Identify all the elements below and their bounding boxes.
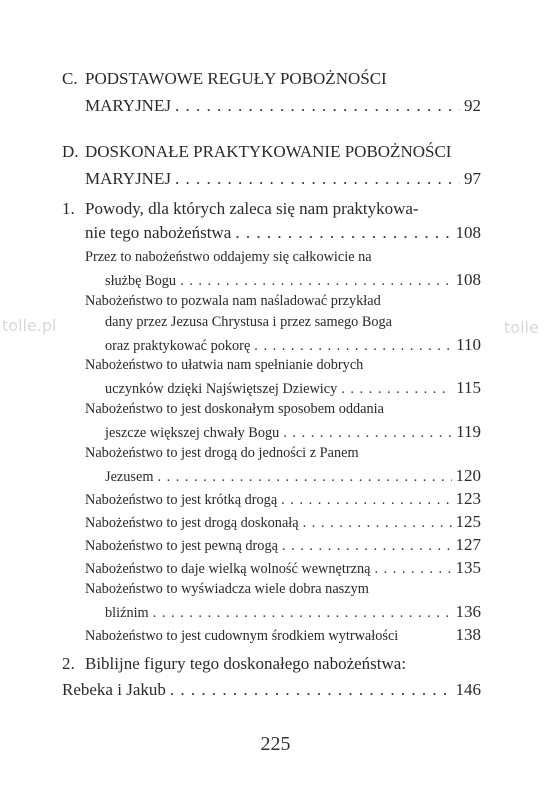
dot-leader xyxy=(281,493,451,507)
page-number-ref: 146 xyxy=(455,680,481,699)
toc-entry-c-line2 xyxy=(0,97,551,114)
page-number-ref: 108 xyxy=(455,270,481,289)
sub-entry-4-line1 xyxy=(0,402,551,416)
dot-leader xyxy=(157,470,451,484)
sub-entry-2-line3 xyxy=(0,336,551,353)
page-number-ref: 97 xyxy=(464,169,481,188)
entry-title-cont: nie tego nabożeństwa xyxy=(85,223,232,242)
toc-entry-1-line2 xyxy=(0,224,551,241)
sub-entry-title: Nabożeństwo to jest pewną drogą xyxy=(85,538,278,554)
dot-leader xyxy=(283,426,452,440)
page-number-ref: 110 xyxy=(456,335,481,354)
sub-entry-title: Nabożeństwo to jest doskonałym sposobem oddania xyxy=(85,401,384,417)
sub-entry-title-cont: Jezusem xyxy=(105,469,154,485)
dot-leader xyxy=(235,224,451,241)
sub-entry-title-cont: bliźnim xyxy=(105,605,149,621)
sub-entry-5-line1 xyxy=(0,446,551,460)
sub-entry-title-cont: oraz praktykować pokorę xyxy=(105,338,251,354)
page-number-ref: 115 xyxy=(456,378,481,397)
entry-number: 1. xyxy=(62,199,75,218)
sub-entry-title: Nabożeństwo to wyświadcza wiele dobra naszym xyxy=(85,581,369,597)
dot-leader xyxy=(175,97,460,114)
sub-entry-title: Nabożeństwo to jest drogą doskonałą xyxy=(85,515,299,531)
dot-leader xyxy=(180,274,451,288)
sub-entry-5-line2 xyxy=(0,467,551,484)
sub-entry-title: Przez to nabożeństwo oddajemy się całkowicie na xyxy=(85,249,372,265)
dot-leader xyxy=(303,516,452,530)
sub-entry-2-line2 xyxy=(0,315,551,329)
sub-entry-3-line1 xyxy=(0,358,551,372)
entry-title: DOSKONAŁE PRAKTYKOWANIE POBOŻNOŚCI xyxy=(85,142,452,161)
dot-leader xyxy=(175,170,460,187)
sub-entry-3-line2 xyxy=(0,379,551,396)
entry-number: D. xyxy=(62,142,79,161)
sub-entry-10-line1 xyxy=(0,582,551,596)
entry-title: Powody, dla których zaleca się nam praktykowa- xyxy=(85,199,419,218)
page-number-ref: 136 xyxy=(455,602,481,621)
entry-number: 2. xyxy=(62,654,75,673)
sub-entry-8 xyxy=(0,536,551,553)
page-number-ref: 119 xyxy=(456,422,481,441)
entry-title: Biblijne figury tego doskonałego nabożeństwa: xyxy=(85,654,407,673)
page-number-ref: 127 xyxy=(455,535,481,554)
toc-entry-2-line2 xyxy=(0,681,551,698)
sub-entry-1-line2 xyxy=(0,271,551,288)
page-number-ref: 123 xyxy=(455,489,481,508)
sub-entry-title: Nabożeństwo to jest drogą do jedności z Panem xyxy=(85,445,359,461)
sub-entry-11 xyxy=(0,626,551,643)
dot-leader xyxy=(374,562,451,576)
entry-title-cont: MARYJNEJ xyxy=(85,96,171,115)
dot-leader xyxy=(170,681,452,698)
entry-title-cont: Rebeka i Jakub xyxy=(62,680,166,699)
sub-entry-title: Nabożeństwo to jest krótką drogą xyxy=(85,492,278,508)
sub-entry-title-cont: uczynków dzięki Najświętszej Dziewicy xyxy=(105,381,338,397)
page-number-ref: 108 xyxy=(455,223,481,242)
entry-number: C. xyxy=(62,69,78,88)
sub-entry-2-line1 xyxy=(0,294,551,308)
sub-entry-10-line2 xyxy=(0,603,551,620)
dot-leader xyxy=(153,606,452,620)
entry-title: PODSTAWOWE REGUŁY POBOŻNOŚCI xyxy=(85,69,387,88)
page-number-ref: 138 xyxy=(455,625,481,644)
sub-entry-title: Nabożeństwo to daje wielką wolność wewnętrzną xyxy=(85,561,371,577)
sub-entry-title-cont: jeszcze większej chwały Bogu xyxy=(105,425,280,441)
watermark-right: tolle xyxy=(504,318,539,337)
watermark-left: tolle.pl xyxy=(2,316,57,335)
page-number-ref: 120 xyxy=(455,466,481,485)
sub-entry-6 xyxy=(0,490,551,507)
dot-leader xyxy=(341,382,452,396)
sub-entry-title-cont: dany przez Jezusa Chrystusa i przez samego Boga xyxy=(105,314,393,330)
page-number: 225 xyxy=(260,733,291,755)
sub-entry-1-line1 xyxy=(0,250,551,264)
dot-leader xyxy=(254,339,452,353)
sub-entry-title: Nabożeństwo to pozwala nam naśladować przykład xyxy=(85,293,381,309)
page-number-ref: 135 xyxy=(455,558,481,577)
sub-entry-title: Nabożeństwo to ułatwia nam spełnianie dobrych xyxy=(85,357,364,373)
toc-entry-d-line2 xyxy=(0,170,551,187)
sub-entry-7 xyxy=(0,513,551,530)
entry-title-cont: MARYJNEJ xyxy=(85,169,171,188)
page-number-ref: 125 xyxy=(455,512,481,531)
sub-entry-title: Nabożeństwo to jest cudownym środkiem wytrwałości xyxy=(85,628,399,644)
dot-leader xyxy=(282,539,452,553)
page-number-ref: 92 xyxy=(464,96,481,115)
sub-entry-9 xyxy=(0,559,551,576)
sub-entry-4-line2 xyxy=(0,423,551,440)
sub-entry-title-cont: służbę Bogu xyxy=(105,273,177,289)
